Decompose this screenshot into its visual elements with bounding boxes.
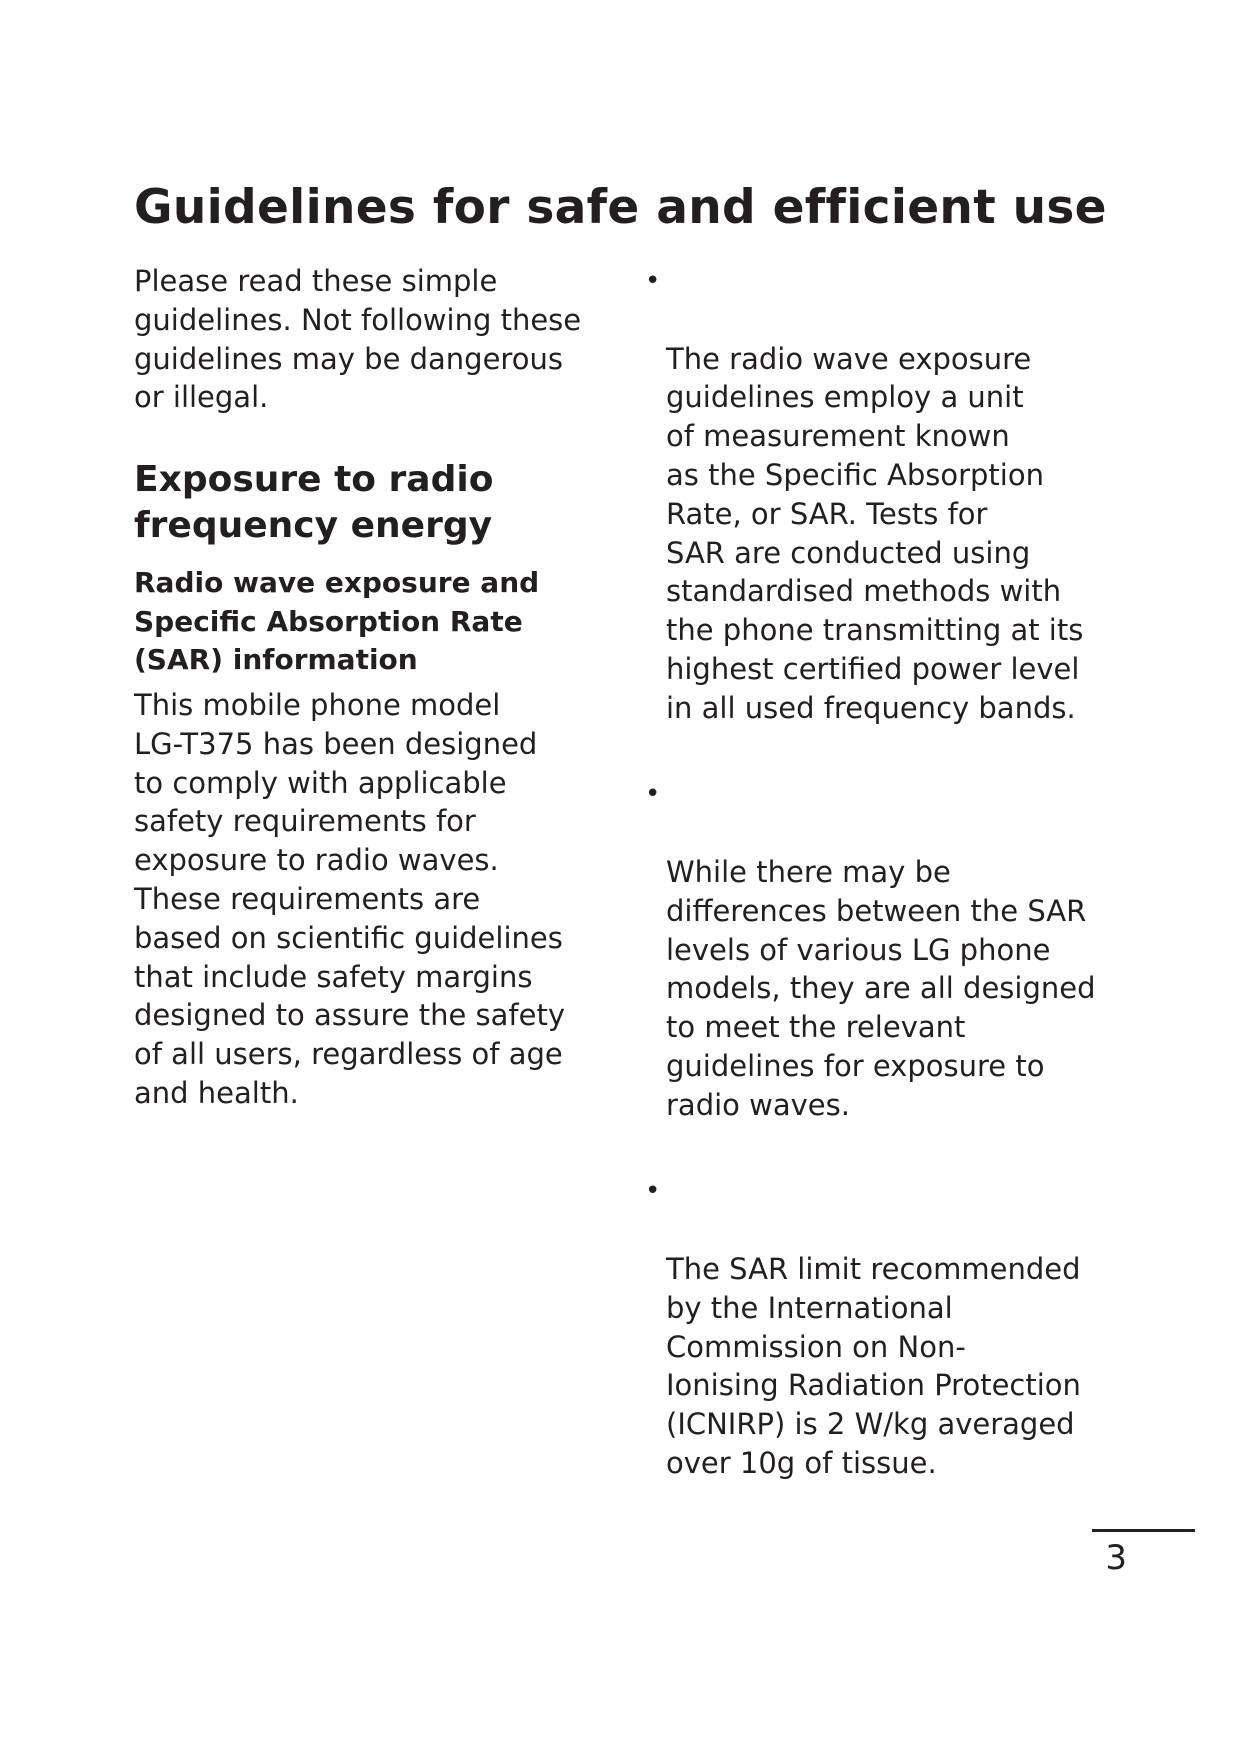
list-item	[645, 775, 1146, 1163]
list-item	[645, 262, 1146, 766]
section-heading: Exposure to radio frequency energy	[134, 459, 494, 547]
list-item-text: The radio wave exposure guidelines employ a unit of measurement known as the Specific Absorption Rate, or SAR. Tests for SAR are conducted using standardised methods with the phone transmitting at its highest certified power level in all used frequency bands.	[666, 341, 1084, 725]
bullet-icon: •	[645, 1176, 661, 1207]
bullet-icon: •	[645, 779, 661, 810]
list-item	[645, 1172, 1146, 1521]
body-paragraph: This mobile phone model LG-T375 has been designed to comply with applicable safety requirements for exposure to radio waves. These requirements are based on scientific guidelines that include safety margins designed to assure the safety of all users, regardless of age and health.	[134, 687, 565, 1110]
list-item-text: The SAR limit recommended by the International Commission on Non- Ionising Radiation Protection (ICNIRP) is 2 W/kg averaged over 10g of tissue.	[666, 1251, 1081, 1480]
right-column	[645, 262, 1146, 1531]
left-column	[134, 262, 624, 1113]
intro-paragraph: Please read these simple guidelines. Not following these guidelines may be dangerous or illegal.	[134, 264, 582, 415]
bullet-list	[645, 262, 1146, 1522]
bullet-icon: •	[645, 266, 661, 296]
page-number: 3	[1105, 1538, 1127, 1578]
page-title: Guidelines for safe and efficient use	[134, 180, 1107, 235]
sub-heading: Radio wave exposure and Specific Absorption Rate (SAR) information	[134, 566, 540, 677]
footer-divider	[1092, 1529, 1195, 1532]
list-item-text: While there may be differences between the SAR levels of various LG phone models, they are all designed to meet the relevant guidelines for exposure to radio waves.	[666, 854, 1096, 1122]
